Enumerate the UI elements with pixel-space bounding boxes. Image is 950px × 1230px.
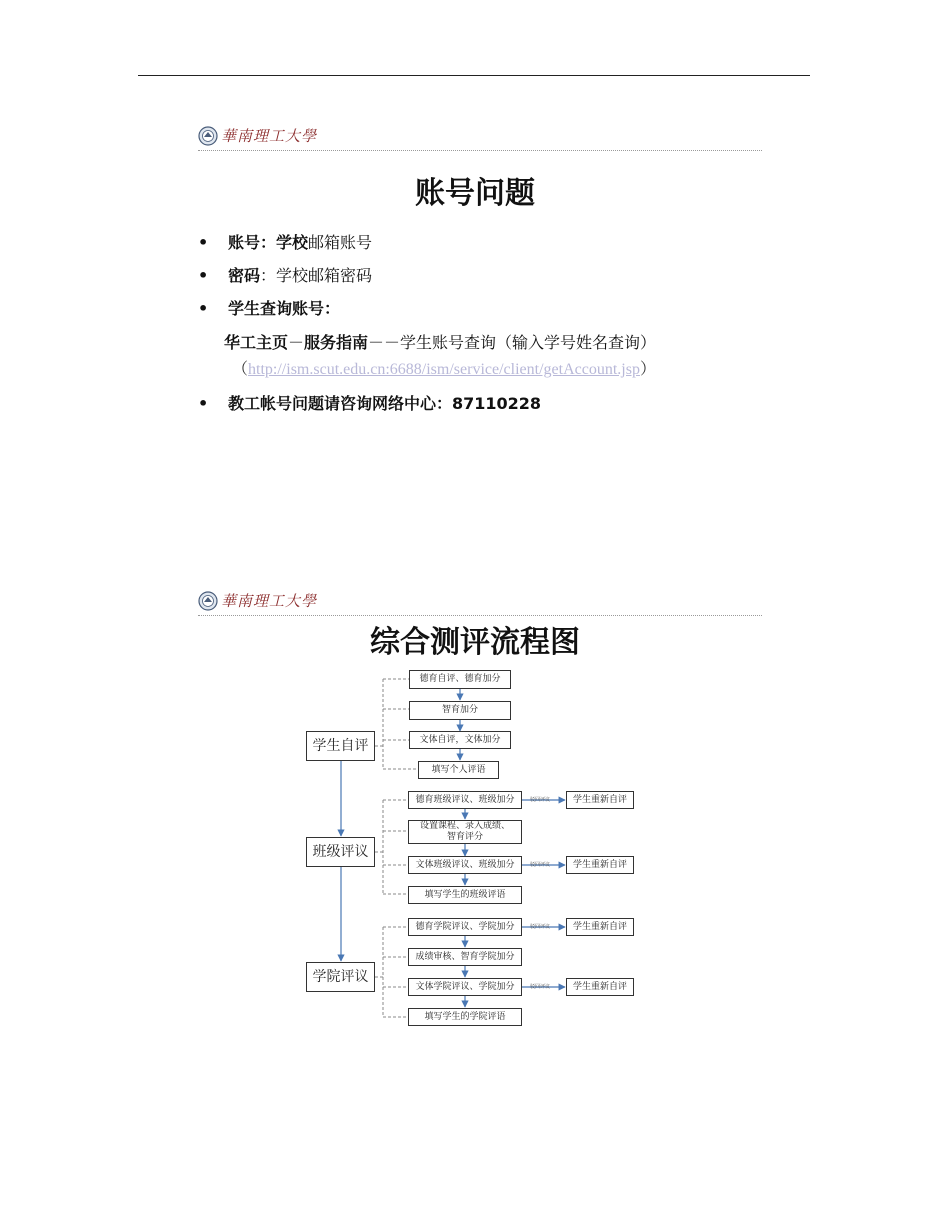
slide2-title: 综合测评流程图 bbox=[370, 625, 580, 660]
class-step-moral: 德育班级评议、班级加分 bbox=[408, 791, 522, 809]
bullet-marker: • bbox=[198, 266, 209, 285]
student-step-moral: 德育自评、德育加分 bbox=[409, 670, 511, 689]
account-label: 账号：学校 bbox=[228, 233, 309, 252]
university-logo-text: 華南理工大學 bbox=[221, 592, 318, 610]
query-part3: －－学生账号查询（输入学号姓名查询） bbox=[368, 333, 657, 352]
password-label: 密码 bbox=[228, 266, 261, 285]
bullet-marker: • bbox=[198, 394, 209, 413]
stage-brackets bbox=[375, 679, 418, 1017]
reeval-box: 学生重新自评 bbox=[566, 856, 634, 874]
bullet-marker: • bbox=[198, 299, 209, 318]
class-step-courses: 设置课程、录入成绩、 智育评分 bbox=[408, 820, 522, 844]
reject-label: 驳回评议 bbox=[530, 862, 551, 868]
stage-class-review: 班级评议 bbox=[306, 837, 375, 867]
bullet-marker: • bbox=[198, 233, 209, 252]
query-part2: 服务指南 bbox=[304, 333, 369, 352]
college-step-sports: 文体学院评议、学院加分 bbox=[408, 978, 522, 996]
account-query-link[interactable]: http://ism.scut.edu.cn:6688/ism/service/client/getAccount.jsp bbox=[248, 361, 640, 378]
class-step-sports: 文体班级评议、班级加分 bbox=[408, 856, 522, 874]
query-dash: － bbox=[288, 333, 305, 352]
college-step-grades: 成绩审核、智育学院加分 bbox=[408, 948, 522, 966]
reeval-box: 学生重新自评 bbox=[566, 918, 634, 936]
stage-student-self-eval: 学生自评 bbox=[306, 731, 375, 761]
stage-college-review: 学院评议 bbox=[306, 962, 375, 992]
reeval-box: 学生重新自评 bbox=[566, 791, 634, 809]
student-query-label: 学生查询账号： bbox=[228, 299, 341, 318]
college-step-moral: 德育学院评议、学院加分 bbox=[408, 918, 522, 936]
reeval-box: 学生重新自评 bbox=[566, 978, 634, 996]
student-step-academic: 智育加分 bbox=[409, 701, 511, 720]
reject-label: 驳回评议 bbox=[530, 984, 551, 990]
link-close-paren: ） bbox=[639, 359, 656, 378]
student-step-sports: 文体自评，文体加分 bbox=[409, 731, 511, 749]
account-value: 邮箱账号 bbox=[308, 233, 373, 252]
college-step-comment: 填写学生的学院评语 bbox=[408, 1008, 522, 1026]
staff-account-text: 教工帐号问题请咨询网络中心：87110228 bbox=[228, 394, 542, 413]
slide1-title: 账号问题 bbox=[415, 176, 535, 211]
query-part1: 华工主页 bbox=[224, 333, 289, 352]
class-step-comment: 填写学生的班级评语 bbox=[408, 886, 522, 904]
university-logo-text: 華南理工大學 bbox=[221, 127, 318, 145]
student-step-comment: 填写个人评语 bbox=[418, 761, 499, 779]
password-value: ：学校邮箱密码 bbox=[260, 266, 373, 285]
reject-label: 驳回评议 bbox=[530, 797, 551, 803]
reject-label: 驳回评议 bbox=[530, 924, 551, 930]
link-open-paren: （ bbox=[232, 359, 249, 378]
